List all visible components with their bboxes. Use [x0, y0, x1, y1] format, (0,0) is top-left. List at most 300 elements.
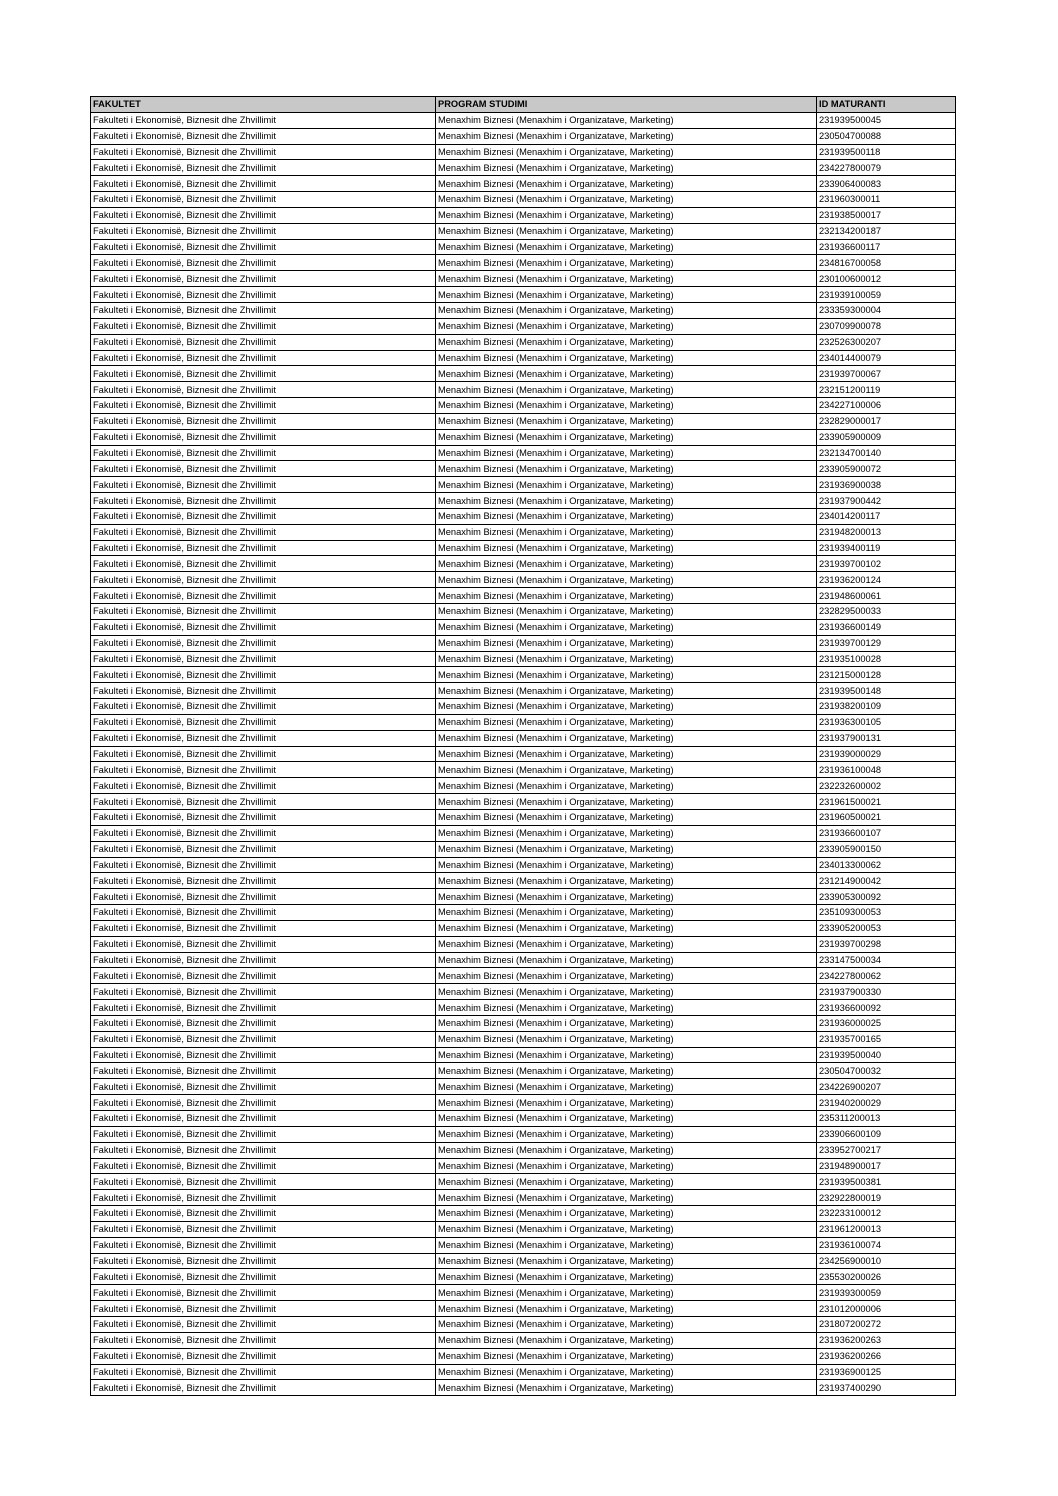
id-cell: 232526300207 [817, 334, 956, 350]
faculty-cell: Fakulteti i Ekonomisë, Biznesit dhe Zhvillimit [91, 461, 436, 477]
id-cell: 233905900150 [817, 841, 956, 857]
program-cell: Menaxhim Biznesi (Menaxhim i Organizatave, Marketing) [436, 619, 817, 635]
table-row [91, 540, 956, 556]
table-row [91, 1253, 956, 1269]
faculty-cell: Fakulteti i Ekonomisë, Biznesit dhe Zhvillimit [91, 493, 436, 509]
faculty-cell: Fakulteti i Ekonomisë, Biznesit dhe Zhvillimit [91, 604, 436, 620]
program-cell: Menaxhim Biznesi (Menaxhim i Organizatave, Marketing) [436, 667, 817, 683]
faculty-cell: Fakulteti i Ekonomisë, Biznesit dhe Zhvillimit [91, 1364, 436, 1380]
faculty-cell: Fakulteti i Ekonomisë, Biznesit dhe Zhvillimit [91, 302, 436, 318]
id-cell: 231948600061 [817, 588, 956, 604]
id-cell: 231960500021 [817, 809, 956, 825]
id-cell: 231807200272 [817, 1316, 956, 1332]
faculty-cell: Fakulteti i Ekonomisë, Biznesit dhe Zhvillimit [91, 556, 436, 572]
table-row [91, 1095, 956, 1111]
id-cell: 234227800079 [817, 160, 956, 176]
faculty-cell: Fakulteti i Ekonomisë, Biznesit dhe Zhvillimit [91, 255, 436, 271]
id-cell: 231937400290 [817, 1380, 956, 1396]
program-cell: Menaxhim Biznesi (Menaxhim i Organizatave, Marketing) [436, 683, 817, 699]
table-row [91, 857, 956, 873]
faculty-cell: Fakulteti i Ekonomisë, Biznesit dhe Zhvillimit [91, 477, 436, 493]
faculty-cell: Fakulteti i Ekonomisë, Biznesit dhe Zhvillimit [91, 1285, 436, 1301]
table-row [91, 841, 956, 857]
faculty-cell: Fakulteti i Ekonomisë, Biznesit dhe Zhvillimit [91, 524, 436, 540]
table-row [91, 873, 956, 889]
table-row [91, 778, 956, 794]
program-cell: Menaxhim Biznesi (Menaxhim i Organizatave, Marketing) [436, 1190, 817, 1206]
program-cell: Menaxhim Biznesi (Menaxhim i Organizatave, Marketing) [436, 287, 817, 303]
faculty-cell: Fakulteti i Ekonomisë, Biznesit dhe Zhvillimit [91, 366, 436, 382]
table-row [91, 588, 956, 604]
program-cell: Menaxhim Biznesi (Menaxhim i Organizatave, Marketing) [436, 1111, 817, 1127]
table-row [91, 1142, 956, 1158]
faculty-cell: Fakulteti i Ekonomisë, Biznesit dhe Zhvillimit [91, 1111, 436, 1127]
faculty-cell: Fakulteti i Ekonomisë, Biznesit dhe Zhvillimit [91, 873, 436, 889]
id-cell: 233147500034 [817, 952, 956, 968]
id-cell: 231935700165 [817, 1031, 956, 1047]
program-cell: Menaxhim Biznesi (Menaxhim i Organizatave, Marketing) [436, 1126, 817, 1142]
table-row [91, 302, 956, 318]
id-cell: 231935100028 [817, 651, 956, 667]
faculty-cell: Fakulteti i Ekonomisë, Biznesit dhe Zhvillimit [91, 920, 436, 936]
table-row [91, 635, 956, 651]
id-cell: 234227100006 [817, 398, 956, 414]
table-row [91, 936, 956, 952]
program-cell: Menaxhim Biznesi (Menaxhim i Organizatave, Marketing) [436, 508, 817, 524]
id-cell: 233905200053 [817, 920, 956, 936]
faculty-cell: Fakulteti i Ekonomisë, Biznesit dhe Zhvillimit [91, 112, 436, 128]
table-row [91, 366, 956, 382]
id-cell: 231939500118 [817, 144, 956, 160]
id-cell: 230100600012 [817, 271, 956, 287]
id-cell: 234013300062 [817, 857, 956, 873]
faculty-cell: Fakulteti i Ekonomisë, Biznesit dhe Zhvillimit [91, 318, 436, 334]
program-cell: Menaxhim Biznesi (Menaxhim i Organizatave, Marketing) [436, 1174, 817, 1190]
table-row [91, 271, 956, 287]
program-cell: Menaxhim Biznesi (Menaxhim i Organizatave, Marketing) [436, 1332, 817, 1348]
program-cell: Menaxhim Biznesi (Menaxhim i Organizatave, Marketing) [436, 1285, 817, 1301]
id-cell: 234014200117 [817, 508, 956, 524]
faculty-cell: Fakulteti i Ekonomisë, Biznesit dhe Zhvillimit [91, 1126, 436, 1142]
table-row [91, 192, 956, 208]
faculty-cell: Fakulteti i Ekonomisë, Biznesit dhe Zhvillimit [91, 889, 436, 905]
program-cell: Menaxhim Biznesi (Menaxhim i Organizatave, Marketing) [436, 302, 817, 318]
table-row [91, 1364, 956, 1380]
id-cell: 231936200266 [817, 1348, 956, 1364]
table-row [91, 952, 956, 968]
program-cell: Menaxhim Biznesi (Menaxhim i Organizatave, Marketing) [436, 493, 817, 509]
program-cell: Menaxhim Biznesi (Menaxhim i Organizatave, Marketing) [436, 1031, 817, 1047]
id-cell: 235530200026 [817, 1269, 956, 1285]
table-row [91, 128, 956, 144]
id-cell: 231939700298 [817, 936, 956, 952]
faculty-cell: Fakulteti i Ekonomisë, Biznesit dhe Zhvillimit [91, 176, 436, 192]
id-cell: 231939500045 [817, 112, 956, 128]
program-cell: Menaxhim Biznesi (Menaxhim i Organizatave, Marketing) [436, 952, 817, 968]
faculty-cell: Fakulteti i Ekonomisë, Biznesit dhe Zhvillimit [91, 1316, 436, 1332]
table-row [91, 112, 956, 128]
table-row [91, 1316, 956, 1332]
faculty-cell: Fakulteti i Ekonomisë, Biznesit dhe Zhvillimit [91, 334, 436, 350]
program-cell: Menaxhim Biznesi (Menaxhim i Organizatave, Marketing) [436, 1316, 817, 1332]
table-row [91, 461, 956, 477]
table-row [91, 984, 956, 1000]
table-row [91, 318, 956, 334]
program-cell: Menaxhim Biznesi (Menaxhim i Organizatave, Marketing) [436, 1015, 817, 1031]
table-row [91, 651, 956, 667]
program-cell: Menaxhim Biznesi (Menaxhim i Organizatave, Marketing) [436, 461, 817, 477]
table-row [91, 239, 956, 255]
faculty-cell: Fakulteti i Ekonomisë, Biznesit dhe Zhvillimit [91, 794, 436, 810]
faculty-cell: Fakulteti i Ekonomisë, Biznesit dhe Zhvillimit [91, 1158, 436, 1174]
header-row [91, 97, 956, 113]
faculty-cell: Fakulteti i Ekonomisë, Biznesit dhe Zhvillimit [91, 1380, 436, 1396]
table-row [91, 683, 956, 699]
id-cell: 232151200119 [817, 382, 956, 398]
id-cell: 231939500148 [817, 683, 956, 699]
program-cell: Menaxhim Biznesi (Menaxhim i Organizatave, Marketing) [436, 588, 817, 604]
faculty-cell: Fakulteti i Ekonomisë, Biznesit dhe Zhvillimit [91, 572, 436, 588]
program-cell: Menaxhim Biznesi (Menaxhim i Organizatave, Marketing) [436, 477, 817, 493]
faculty-cell: Fakulteti i Ekonomisë, Biznesit dhe Zhvillimit [91, 730, 436, 746]
faculty-cell: Fakulteti i Ekonomisë, Biznesit dhe Zhvillimit [91, 1206, 436, 1222]
faculty-cell: Fakulteti i Ekonomisë, Biznesit dhe Zhvillimit [91, 429, 436, 445]
faculty-cell: Fakulteti i Ekonomisë, Biznesit dhe Zhvillimit [91, 1063, 436, 1079]
program-cell: Menaxhim Biznesi (Menaxhim i Organizatave, Marketing) [436, 413, 817, 429]
table-row [91, 1348, 956, 1364]
table-row [91, 445, 956, 461]
faculty-cell: Fakulteti i Ekonomisë, Biznesit dhe Zhvillimit [91, 398, 436, 414]
table-row [91, 889, 956, 905]
program-cell: Menaxhim Biznesi (Menaxhim i Organizatave, Marketing) [436, 1158, 817, 1174]
faculty-cell: Fakulteti i Ekonomisë, Biznesit dhe Zhvillimit [91, 952, 436, 968]
program-cell: Menaxhim Biznesi (Menaxhim i Organizatave, Marketing) [436, 1253, 817, 1269]
id-cell: 231961500021 [817, 794, 956, 810]
table-row [91, 382, 956, 398]
table-row [91, 572, 956, 588]
table-row [91, 604, 956, 620]
id-cell: 232829000017 [817, 413, 956, 429]
program-cell: Menaxhim Biznesi (Menaxhim i Organizatave, Marketing) [436, 809, 817, 825]
id-cell: 232829500033 [817, 604, 956, 620]
id-cell: 231939400119 [817, 540, 956, 556]
table-row [91, 1221, 956, 1237]
program-cell: Menaxhim Biznesi (Menaxhim i Organizatave, Marketing) [436, 746, 817, 762]
program-cell: Menaxhim Biznesi (Menaxhim i Organizatave, Marketing) [436, 1237, 817, 1253]
table-row [91, 1126, 956, 1142]
program-cell: Menaxhim Biznesi (Menaxhim i Organizatave, Marketing) [436, 1348, 817, 1364]
table-row [91, 1015, 956, 1031]
table-row [91, 493, 956, 509]
table-row [91, 730, 956, 746]
faculty-cell: Fakulteti i Ekonomisë, Biznesit dhe Zhvillimit [91, 1174, 436, 1190]
faculty-cell: Fakulteti i Ekonomisë, Biznesit dhe Zhvillimit [91, 1221, 436, 1237]
id-cell: 234226900207 [817, 1079, 956, 1095]
table-row [91, 1285, 956, 1301]
id-cell: 231214900042 [817, 873, 956, 889]
program-cell: Menaxhim Biznesi (Menaxhim i Organizatave, Marketing) [436, 398, 817, 414]
faculty-cell: Fakulteti i Ekonomisë, Biznesit dhe Zhvillimit [91, 825, 436, 841]
program-cell: Menaxhim Biznesi (Menaxhim i Organizatave, Marketing) [436, 572, 817, 588]
faculty-cell: Fakulteti i Ekonomisë, Biznesit dhe Zhvillimit [91, 588, 436, 604]
program-cell: Menaxhim Biznesi (Menaxhim i Organizatave, Marketing) [436, 1364, 817, 1380]
id-cell: 230709900078 [817, 318, 956, 334]
table-row [91, 1031, 956, 1047]
table-row [91, 1174, 956, 1190]
id-cell: 231937900442 [817, 493, 956, 509]
table-row [91, 1190, 956, 1206]
program-cell: Menaxhim Biznesi (Menaxhim i Organizatave, Marketing) [436, 239, 817, 255]
program-cell: Menaxhim Biznesi (Menaxhim i Organizatave, Marketing) [436, 556, 817, 572]
faculty-cell: Fakulteti i Ekonomisë, Biznesit dhe Zhvillimit [91, 667, 436, 683]
program-cell: Menaxhim Biznesi (Menaxhim i Organizatave, Marketing) [436, 223, 817, 239]
faculty-cell: Fakulteti i Ekonomisë, Biznesit dhe Zhvillimit [91, 350, 436, 366]
id-cell: 231936600149 [817, 619, 956, 635]
program-cell: Menaxhim Biznesi (Menaxhim i Organizatave, Marketing) [436, 889, 817, 905]
faculty-cell: Fakulteti i Ekonomisë, Biznesit dhe Zhvillimit [91, 619, 436, 635]
program-cell: Menaxhim Biznesi (Menaxhim i Organizatave, Marketing) [436, 318, 817, 334]
id-cell: 232233100012 [817, 1206, 956, 1222]
program-cell: Menaxhim Biznesi (Menaxhim i Organizatave, Marketing) [436, 334, 817, 350]
table-row [91, 1206, 956, 1222]
faculty-cell: Fakulteti i Ekonomisë, Biznesit dhe Zhvillimit [91, 1047, 436, 1063]
id-cell: 231938500017 [817, 207, 956, 223]
table-row [91, 699, 956, 715]
id-cell: 231960300011 [817, 192, 956, 208]
table-row [91, 350, 956, 366]
table-row [91, 413, 956, 429]
id-cell: 231936600117 [817, 239, 956, 255]
table-row [91, 477, 956, 493]
program-cell: Menaxhim Biznesi (Menaxhim i Organizatave, Marketing) [436, 857, 817, 873]
id-cell: 230504700088 [817, 128, 956, 144]
faculty-cell: Fakulteti i Ekonomisë, Biznesit dhe Zhvillimit [91, 1190, 436, 1206]
faculty-cell: Fakulteti i Ekonomisë, Biznesit dhe Zhvillimit [91, 857, 436, 873]
table-row [91, 1237, 956, 1253]
table-row [91, 398, 956, 414]
faculty-cell: Fakulteti i Ekonomisë, Biznesit dhe Zhvillimit [91, 1301, 436, 1317]
table-row [91, 1047, 956, 1063]
table-row [91, 794, 956, 810]
faculty-cell: Fakulteti i Ekonomisë, Biznesit dhe Zhvillimit [91, 1000, 436, 1016]
table-row [91, 714, 956, 730]
program-cell: Menaxhim Biznesi (Menaxhim i Organizatave, Marketing) [436, 936, 817, 952]
table-row [91, 1380, 956, 1396]
table-row [91, 619, 956, 635]
program-cell: Menaxhim Biznesi (Menaxhim i Organizatave, Marketing) [436, 366, 817, 382]
program-cell: Menaxhim Biznesi (Menaxhim i Organizatave, Marketing) [436, 1206, 817, 1222]
id-cell: 231940200029 [817, 1095, 956, 1111]
faculty-cell: Fakulteti i Ekonomisë, Biznesit dhe Zhvillimit [91, 144, 436, 160]
program-cell: Menaxhim Biznesi (Menaxhim i Organizatave, Marketing) [436, 984, 817, 1000]
table-row [91, 556, 956, 572]
program-cell: Menaxhim Biznesi (Menaxhim i Organizatave, Marketing) [436, 429, 817, 445]
program-cell: Menaxhim Biznesi (Menaxhim i Organizatave, Marketing) [436, 160, 817, 176]
id-cell: 231939100059 [817, 287, 956, 303]
faculty-cell: Fakulteti i Ekonomisë, Biznesit dhe Zhvillimit [91, 683, 436, 699]
faculty-cell: Fakulteti i Ekonomisë, Biznesit dhe Zhvillimit [91, 223, 436, 239]
table-row [91, 1301, 956, 1317]
id-cell: 233359300004 [817, 302, 956, 318]
program-cell: Menaxhim Biznesi (Menaxhim i Organizatave, Marketing) [436, 778, 817, 794]
program-cell: Menaxhim Biznesi (Menaxhim i Organizatave, Marketing) [436, 540, 817, 556]
table-row [91, 1079, 956, 1095]
table-row [91, 255, 956, 271]
faculty-cell: Fakulteti i Ekonomisë, Biznesit dhe Zhvillimit [91, 207, 436, 223]
id-cell: 231936000025 [817, 1015, 956, 1031]
program-cell: Menaxhim Biznesi (Menaxhim i Organizatave, Marketing) [436, 176, 817, 192]
id-cell: 231936100048 [817, 762, 956, 778]
table-row [91, 825, 956, 841]
id-cell: 232922800019 [817, 1190, 956, 1206]
table-row [91, 968, 956, 984]
id-cell: 231936600092 [817, 1000, 956, 1016]
header-id-maturanti: ID MATURANTI [817, 97, 956, 113]
program-cell: Menaxhim Biznesi (Menaxhim i Organizatave, Marketing) [436, 714, 817, 730]
faculty-cell: Fakulteti i Ekonomisë, Biznesit dhe Zhvillimit [91, 1237, 436, 1253]
faculty-cell: Fakulteti i Ekonomisë, Biznesit dhe Zhvillimit [91, 762, 436, 778]
faculty-cell: Fakulteti i Ekonomisë, Biznesit dhe Zhvillimit [91, 192, 436, 208]
id-cell: 231936300105 [817, 714, 956, 730]
table-row [91, 1063, 956, 1079]
program-cell: Menaxhim Biznesi (Menaxhim i Organizatave, Marketing) [436, 635, 817, 651]
id-cell: 231937900330 [817, 984, 956, 1000]
faculty-cell: Fakulteti i Ekonomisë, Biznesit dhe Zhvillimit [91, 746, 436, 762]
program-cell: Menaxhim Biznesi (Menaxhim i Organizatave, Marketing) [436, 762, 817, 778]
table-row [91, 1111, 956, 1127]
id-cell: 233905900072 [817, 461, 956, 477]
table-row [91, 223, 956, 239]
faculty-cell: Fakulteti i Ekonomisë, Biznesit dhe Zhvillimit [91, 382, 436, 398]
program-cell: Menaxhim Biznesi (Menaxhim i Organizatave, Marketing) [436, 968, 817, 984]
table-row [91, 524, 956, 540]
faculty-cell: Fakulteti i Ekonomisë, Biznesit dhe Zhvillimit [91, 1015, 436, 1031]
table-row [91, 1000, 956, 1016]
program-cell: Menaxhim Biznesi (Menaxhim i Organizatave, Marketing) [436, 255, 817, 271]
table-row [91, 667, 956, 683]
id-cell: 233952700217 [817, 1142, 956, 1158]
faculty-cell: Fakulteti i Ekonomisë, Biznesit dhe Zhvillimit [91, 841, 436, 857]
id-cell: 231939700102 [817, 556, 956, 572]
program-cell: Menaxhim Biznesi (Menaxhim i Organizatave, Marketing) [436, 699, 817, 715]
faculty-cell: Fakulteti i Ekonomisë, Biznesit dhe Zhvillimit [91, 239, 436, 255]
program-cell: Menaxhim Biznesi (Menaxhim i Organizatave, Marketing) [436, 445, 817, 461]
id-cell: 231939000029 [817, 746, 956, 762]
table-row [91, 334, 956, 350]
faculty-cell: Fakulteti i Ekonomisë, Biznesit dhe Zhvillimit [91, 635, 436, 651]
id-cell: 231936900038 [817, 477, 956, 493]
program-cell: Menaxhim Biznesi (Menaxhim i Organizatave, Marketing) [436, 524, 817, 540]
table-row [91, 1269, 956, 1285]
id-cell: 234014400079 [817, 350, 956, 366]
program-cell: Menaxhim Biznesi (Menaxhim i Organizatave, Marketing) [436, 382, 817, 398]
program-cell: Menaxhim Biznesi (Menaxhim i Organizatave, Marketing) [436, 192, 817, 208]
faculty-cell: Fakulteti i Ekonomisë, Biznesit dhe Zhvillimit [91, 413, 436, 429]
id-cell: 231948900017 [817, 1158, 956, 1174]
faculty-cell: Fakulteti i Ekonomisë, Biznesit dhe Zhvillimit [91, 651, 436, 667]
id-cell: 231939300059 [817, 1285, 956, 1301]
faculty-cell: Fakulteti i Ekonomisë, Biznesit dhe Zhvillimit [91, 508, 436, 524]
program-cell: Menaxhim Biznesi (Menaxhim i Organizatave, Marketing) [436, 604, 817, 620]
program-cell: Menaxhim Biznesi (Menaxhim i Organizatave, Marketing) [436, 825, 817, 841]
program-cell: Menaxhim Biznesi (Menaxhim i Organizatave, Marketing) [436, 1079, 817, 1095]
faculty-cell: Fakulteti i Ekonomisë, Biznesit dhe Zhvillimit [91, 905, 436, 921]
faculty-cell: Fakulteti i Ekonomisë, Biznesit dhe Zhvillimit [91, 1253, 436, 1269]
program-cell: Menaxhim Biznesi (Menaxhim i Organizatave, Marketing) [436, 1047, 817, 1063]
table-row [91, 1158, 956, 1174]
table-row [91, 508, 956, 524]
faculty-cell: Fakulteti i Ekonomisë, Biznesit dhe Zhvillimit [91, 778, 436, 794]
table-row [91, 905, 956, 921]
faculty-cell: Fakulteti i Ekonomisë, Biznesit dhe Zhvillimit [91, 714, 436, 730]
id-cell: 231939500381 [817, 1174, 956, 1190]
id-cell: 233906400083 [817, 176, 956, 192]
program-cell: Menaxhim Biznesi (Menaxhim i Organizatave, Marketing) [436, 271, 817, 287]
program-cell: Menaxhim Biznesi (Menaxhim i Organizatave, Marketing) [436, 128, 817, 144]
id-cell: 231939700067 [817, 366, 956, 382]
faculty-cell: Fakulteti i Ekonomisë, Biznesit dhe Zhvillimit [91, 936, 436, 952]
id-cell: 234256900010 [817, 1253, 956, 1269]
faculty-cell: Fakulteti i Ekonomisë, Biznesit dhe Zhvillimit [91, 1079, 436, 1095]
id-cell: 232134200187 [817, 223, 956, 239]
id-cell: 234227800062 [817, 968, 956, 984]
faculty-cell: Fakulteti i Ekonomisë, Biznesit dhe Zhvillimit [91, 1332, 436, 1348]
program-cell: Menaxhim Biznesi (Menaxhim i Organizatave, Marketing) [436, 873, 817, 889]
id-cell: 231948200013 [817, 524, 956, 540]
table-row [91, 176, 956, 192]
table-row [91, 429, 956, 445]
faculty-cell: Fakulteti i Ekonomisë, Biznesit dhe Zhvillimit [91, 1031, 436, 1047]
faculty-cell: Fakulteti i Ekonomisë, Biznesit dhe Zhvillimit [91, 1269, 436, 1285]
program-cell: Menaxhim Biznesi (Menaxhim i Organizatave, Marketing) [436, 794, 817, 810]
table-row [91, 144, 956, 160]
program-cell: Menaxhim Biznesi (Menaxhim i Organizatave, Marketing) [436, 920, 817, 936]
id-cell: 230504700032 [817, 1063, 956, 1079]
faculty-cell: Fakulteti i Ekonomisë, Biznesit dhe Zhvillimit [91, 445, 436, 461]
faculty-cell: Fakulteti i Ekonomisë, Biznesit dhe Zhvillimit [91, 271, 436, 287]
program-cell: Menaxhim Biznesi (Menaxhim i Organizatave, Marketing) [436, 1380, 817, 1396]
program-cell: Menaxhim Biznesi (Menaxhim i Organizatave, Marketing) [436, 730, 817, 746]
program-cell: Menaxhim Biznesi (Menaxhim i Organizatave, Marketing) [436, 1063, 817, 1079]
id-cell: 231939700129 [817, 635, 956, 651]
id-cell: 234816700058 [817, 255, 956, 271]
table-row [91, 762, 956, 778]
program-cell: Menaxhim Biznesi (Menaxhim i Organizatave, Marketing) [436, 144, 817, 160]
id-cell: 232232600002 [817, 778, 956, 794]
program-cell: Menaxhim Biznesi (Menaxhim i Organizatave, Marketing) [436, 905, 817, 921]
id-cell: 233905900009 [817, 429, 956, 445]
header-fakultet: FAKULTET [91, 97, 436, 113]
program-cell: Menaxhim Biznesi (Menaxhim i Organizatave, Marketing) [436, 1221, 817, 1237]
faculty-cell: Fakulteti i Ekonomisë, Biznesit dhe Zhvillimit [91, 128, 436, 144]
data-table [90, 96, 956, 1396]
faculty-cell: Fakulteti i Ekonomisë, Biznesit dhe Zhvillimit [91, 160, 436, 176]
faculty-cell: Fakulteti i Ekonomisë, Biznesit dhe Zhvillimit [91, 984, 436, 1000]
faculty-cell: Fakulteti i Ekonomisë, Biznesit dhe Zhvillimit [91, 699, 436, 715]
faculty-cell: Fakulteti i Ekonomisë, Biznesit dhe Zhvillimit [91, 968, 436, 984]
id-cell: 231937900131 [817, 730, 956, 746]
id-cell: 231215000128 [817, 667, 956, 683]
program-cell: Menaxhim Biznesi (Menaxhim i Organizatave, Marketing) [436, 1142, 817, 1158]
program-cell: Menaxhim Biznesi (Menaxhim i Organizatave, Marketing) [436, 350, 817, 366]
id-cell: 231939500040 [817, 1047, 956, 1063]
table-row [91, 809, 956, 825]
id-cell: 231936200263 [817, 1332, 956, 1348]
id-cell: 231936200124 [817, 572, 956, 588]
table-row [91, 1332, 956, 1348]
table-row [91, 746, 956, 762]
table-body [91, 112, 956, 1395]
